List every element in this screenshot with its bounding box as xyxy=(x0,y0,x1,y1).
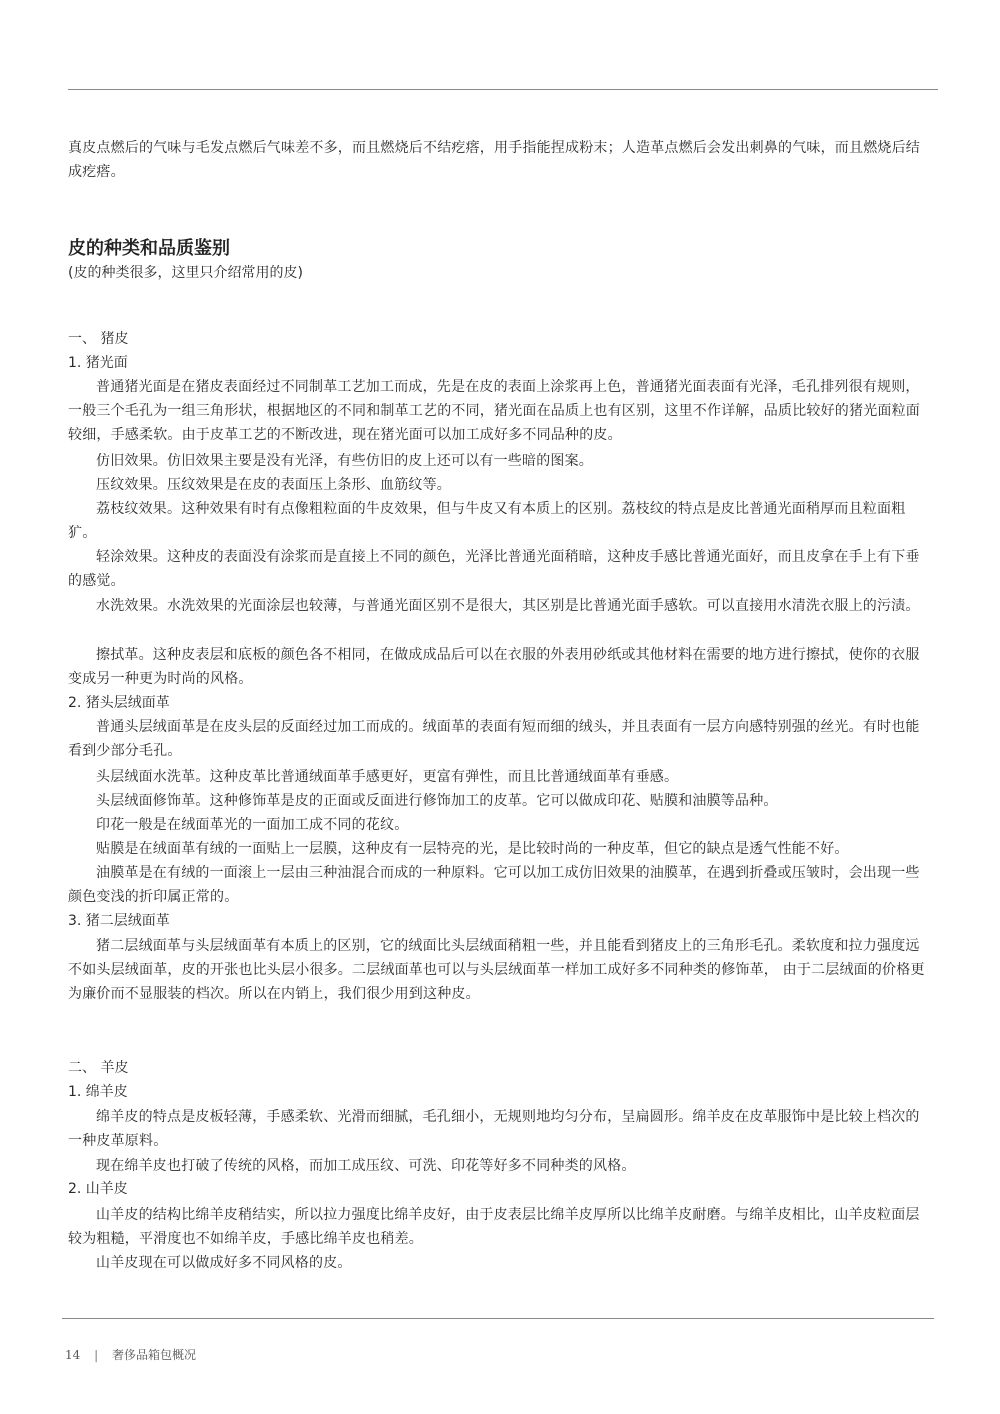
pig-washed-paragraph: 水洗效果。水洗效果的光面涂层也较薄，与普通光面区别不是很大，其区别是比普通光面手感软。可以直接用水清洗衣服上的污渍。 xyxy=(96,598,920,614)
pig-suede-finished-paragraph: 头层绒面修饰革。这种修饰革是皮的正面或反面进行修饰加工的皮革。它可以做成印花、贴膜和油膜等品种。 xyxy=(96,793,778,809)
top-rule xyxy=(68,89,938,90)
lambskin-paragraph: 绵羊皮的特点是皮板轻薄，手感柔软、光滑而细腻，毛孔细小，无规则地均匀分布，呈扁圆形。绵羊皮在皮革服饰中是比较上档次的一种皮革原料。 xyxy=(68,1109,920,1149)
pig-suede-print-paragraph: 印花一般是在绒面革光的一面加工成不同的花纹。 xyxy=(96,817,409,833)
pig-rubbed-paragraph: 擦拭革。这种皮表层和底板的颜色各不相同，在做成成品后可以在衣服的外表用砂纸或其他材料在需要的地方进行擦拭，使你的衣服变成另一种更为时尚的风格。 xyxy=(68,647,920,687)
bottom-rule xyxy=(62,1318,934,1319)
pig-smooth-paragraph: 普通猪光面是在猪皮表面经过不同制革工艺加工而成，先是在皮的表面上涂浆再上色，普通猪光面表面有光泽，毛孔排列很有规则，一般三个毛孔为一组三角形状，根据地区的不同和制革工艺的不同，猪光面在品质上也有区别，这里不作详解，品质比较好的猪光面粒面较细，手感柔软。由于皮革工艺的不断改进，现在猪光面可以加工成好多不同品种的皮。 xyxy=(68,379,920,443)
section-subtitle: (皮的种类很多，这里只介绍常用的皮) xyxy=(68,265,303,281)
pig-antique-paragraph: 仿旧效果。仿旧效果主要是没有光泽，有些仿旧的皮上还可以有一些暗的图案。 xyxy=(96,453,593,469)
subheading-pig-smooth: 1. 猪光面 xyxy=(68,355,128,371)
pig-suede-film-paragraph: 贴膜是在绒面革有绒的一面贴上一层膜，这种皮有一层特亮的光，是比较时尚的一种皮革，但它的缺点是透气性能不好。 xyxy=(96,841,849,857)
subheading-pig-suede: 2. 猪头层绒面革 xyxy=(68,695,170,711)
goatskin-paragraph: 山羊皮的结构比绵羊皮稍结实，所以拉力强度比绵羊皮好，由于皮表层比绵羊皮厚所以比绵羊皮耐磨。与绵羊皮相比，山羊皮粒面层较为粗糙，平滑度也不如绵羊皮，手感比绵羊皮也稍差。 xyxy=(68,1207,920,1247)
heading-sheep-leather: 二、 羊皮 xyxy=(68,1060,129,1076)
pig-suede-washed-paragraph: 头层绒面水洗革。这种皮革比普通绒面革手感更好，更富有弹性，而且比普通绒面革有垂感。 xyxy=(96,769,679,785)
intro-paragraph: 真皮点燃后的气味与毛发点燃后气味差不多，而且燃烧后不结疙瘩，用手指能捏成粉末；人造革点燃后会发出刺鼻的气味，而且燃烧后结成疙瘩。 xyxy=(68,140,920,180)
book-title: 奢侈品箱包概况 xyxy=(111,1348,196,1362)
footer-separator: | xyxy=(94,1348,99,1362)
heading-pig-leather: 一、 猪皮 xyxy=(68,331,129,347)
pig-lychee-paragraph: 荔枝纹效果。这种效果有时有点像粗粒面的牛皮效果，但与牛皮又有本质上的区别。荔枝纹的特点是皮比普通光面稍厚而且粒面粗犷。 xyxy=(68,501,906,541)
lambskin-styles-paragraph: 现在绵羊皮也打破了传统的风格，而加工成压纹、可洗、印花等好多不同种类的风格。 xyxy=(96,1158,636,1174)
subheading-pig-split: 3. 猪二层绒面革 xyxy=(68,913,170,929)
pig-suede-paragraph: 普通头层绒面革是在皮头层的反面经过加工而成的。绒面革的表面有短而细的绒头，并且表面有一层方向感特别强的丝光。有时也能看到少部分毛孔。 xyxy=(68,719,920,759)
pig-light-coat-paragraph: 轻涂效果。这种皮的表面没有涂浆而是直接上不同的颜色，光泽比普通光面稍暗，这种皮手感比普通光面好，而且皮拿在手上有下垂的感觉。 xyxy=(68,549,920,589)
subheading-goatskin: 2. 山羊皮 xyxy=(68,1181,128,1197)
section-title: 皮的种类和品质鉴别 xyxy=(68,238,230,259)
page-footer xyxy=(65,1346,196,1363)
pig-suede-oil-paragraph: 油膜革是在有绒的一面滚上一层由三种油混合而成的一种原料。它可以加工成仿旧效果的油膜革，在遇到折叠或压皱时，会出现一些颜色变浅的折印属正常的。 xyxy=(68,865,920,905)
goatskin-styles-paragraph: 山羊皮现在可以做成好多不同风格的皮。 xyxy=(96,1255,352,1271)
pig-split-paragraph: 猪二层绒面革与头层绒面革有本质上的区别，它的绒面比头层绒面稍粗一些，并且能看到猪皮上的三角形毛孔。柔软度和拉力强度远不如头层绒面革，皮的开张也比头层小很多。二层绒面革也可以与头层绒面革一样加工成好多不同种类的修饰革， 由于二层绒面的价格更为廉价而不显服装的档次。所以在内销上，我们很少用到这种皮。 xyxy=(68,938,925,1002)
pig-embossed-paragraph: 压纹效果。压纹效果是在皮的表面压上条形、血筋纹等。 xyxy=(96,477,451,493)
subheading-lambskin: 1. 绵羊皮 xyxy=(68,1084,128,1100)
page-number: 14 xyxy=(65,1348,81,1362)
